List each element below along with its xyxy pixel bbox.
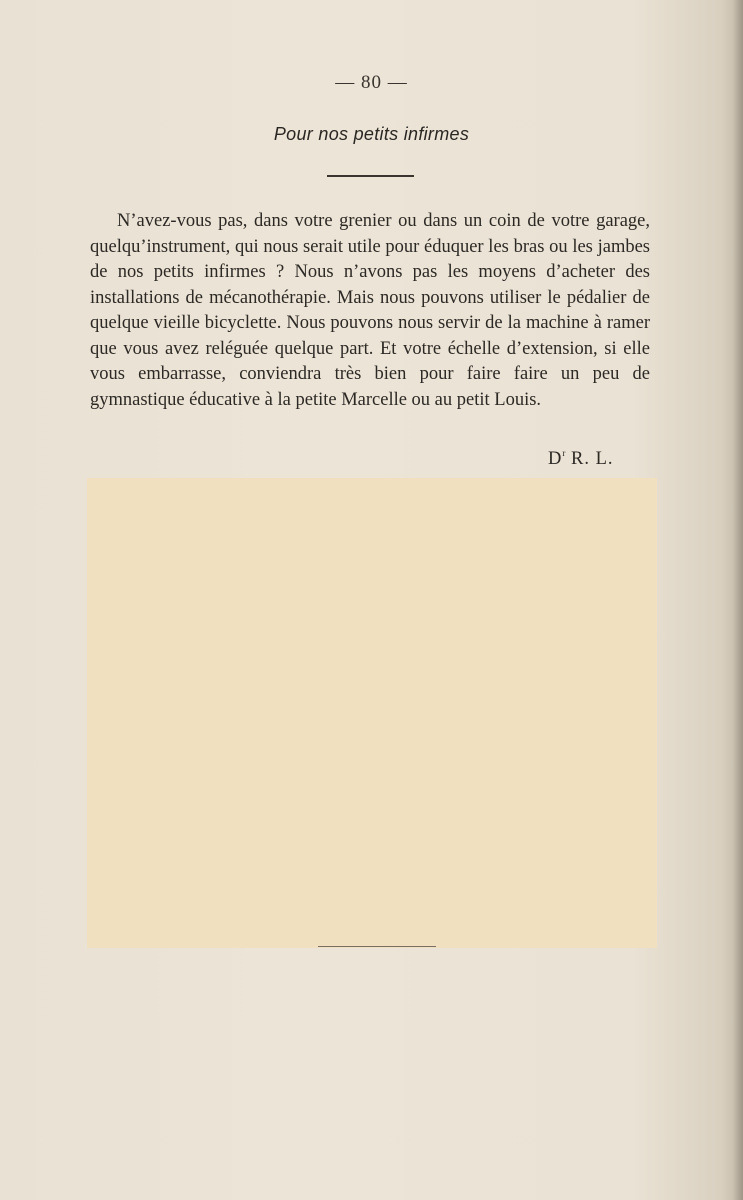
signature-prefix: D [548, 449, 563, 469]
signature-superscript: r [562, 448, 566, 458]
page-edge-shadow [733, 0, 743, 1200]
bottom-divider [318, 946, 436, 947]
page-number: — 80 — [335, 72, 408, 93]
author-signature [548, 448, 614, 470]
signature-initials: R. L. [565, 449, 614, 469]
illustration-placeholder [87, 478, 657, 948]
article-body: N’avez-vous pas, dans votre grenier ou dans un coin de votre garage, quelqu’instrument, qui nous serait utile pour éduquer les bras ou les jambes de nos petits infirmes ? Nous n’avons pas les moyens d’acheter des installations de mécanothérapie. Mais nous pouvons utiliser le pédalier de quelque vieille bicyclette. Nous pouvons nous servir de la machine à ramer que vous avez reléguée quelque part. Et votre échelle d’extension, si elle vous embarrasse, conviendra très bien pour faire faire un peu de gymnastique éducative à la petite Marcelle ou au petit Louis. [90, 211, 650, 410]
title-divider [327, 175, 414, 177]
article-title: Pour nos petits infirmes [273, 124, 470, 144]
